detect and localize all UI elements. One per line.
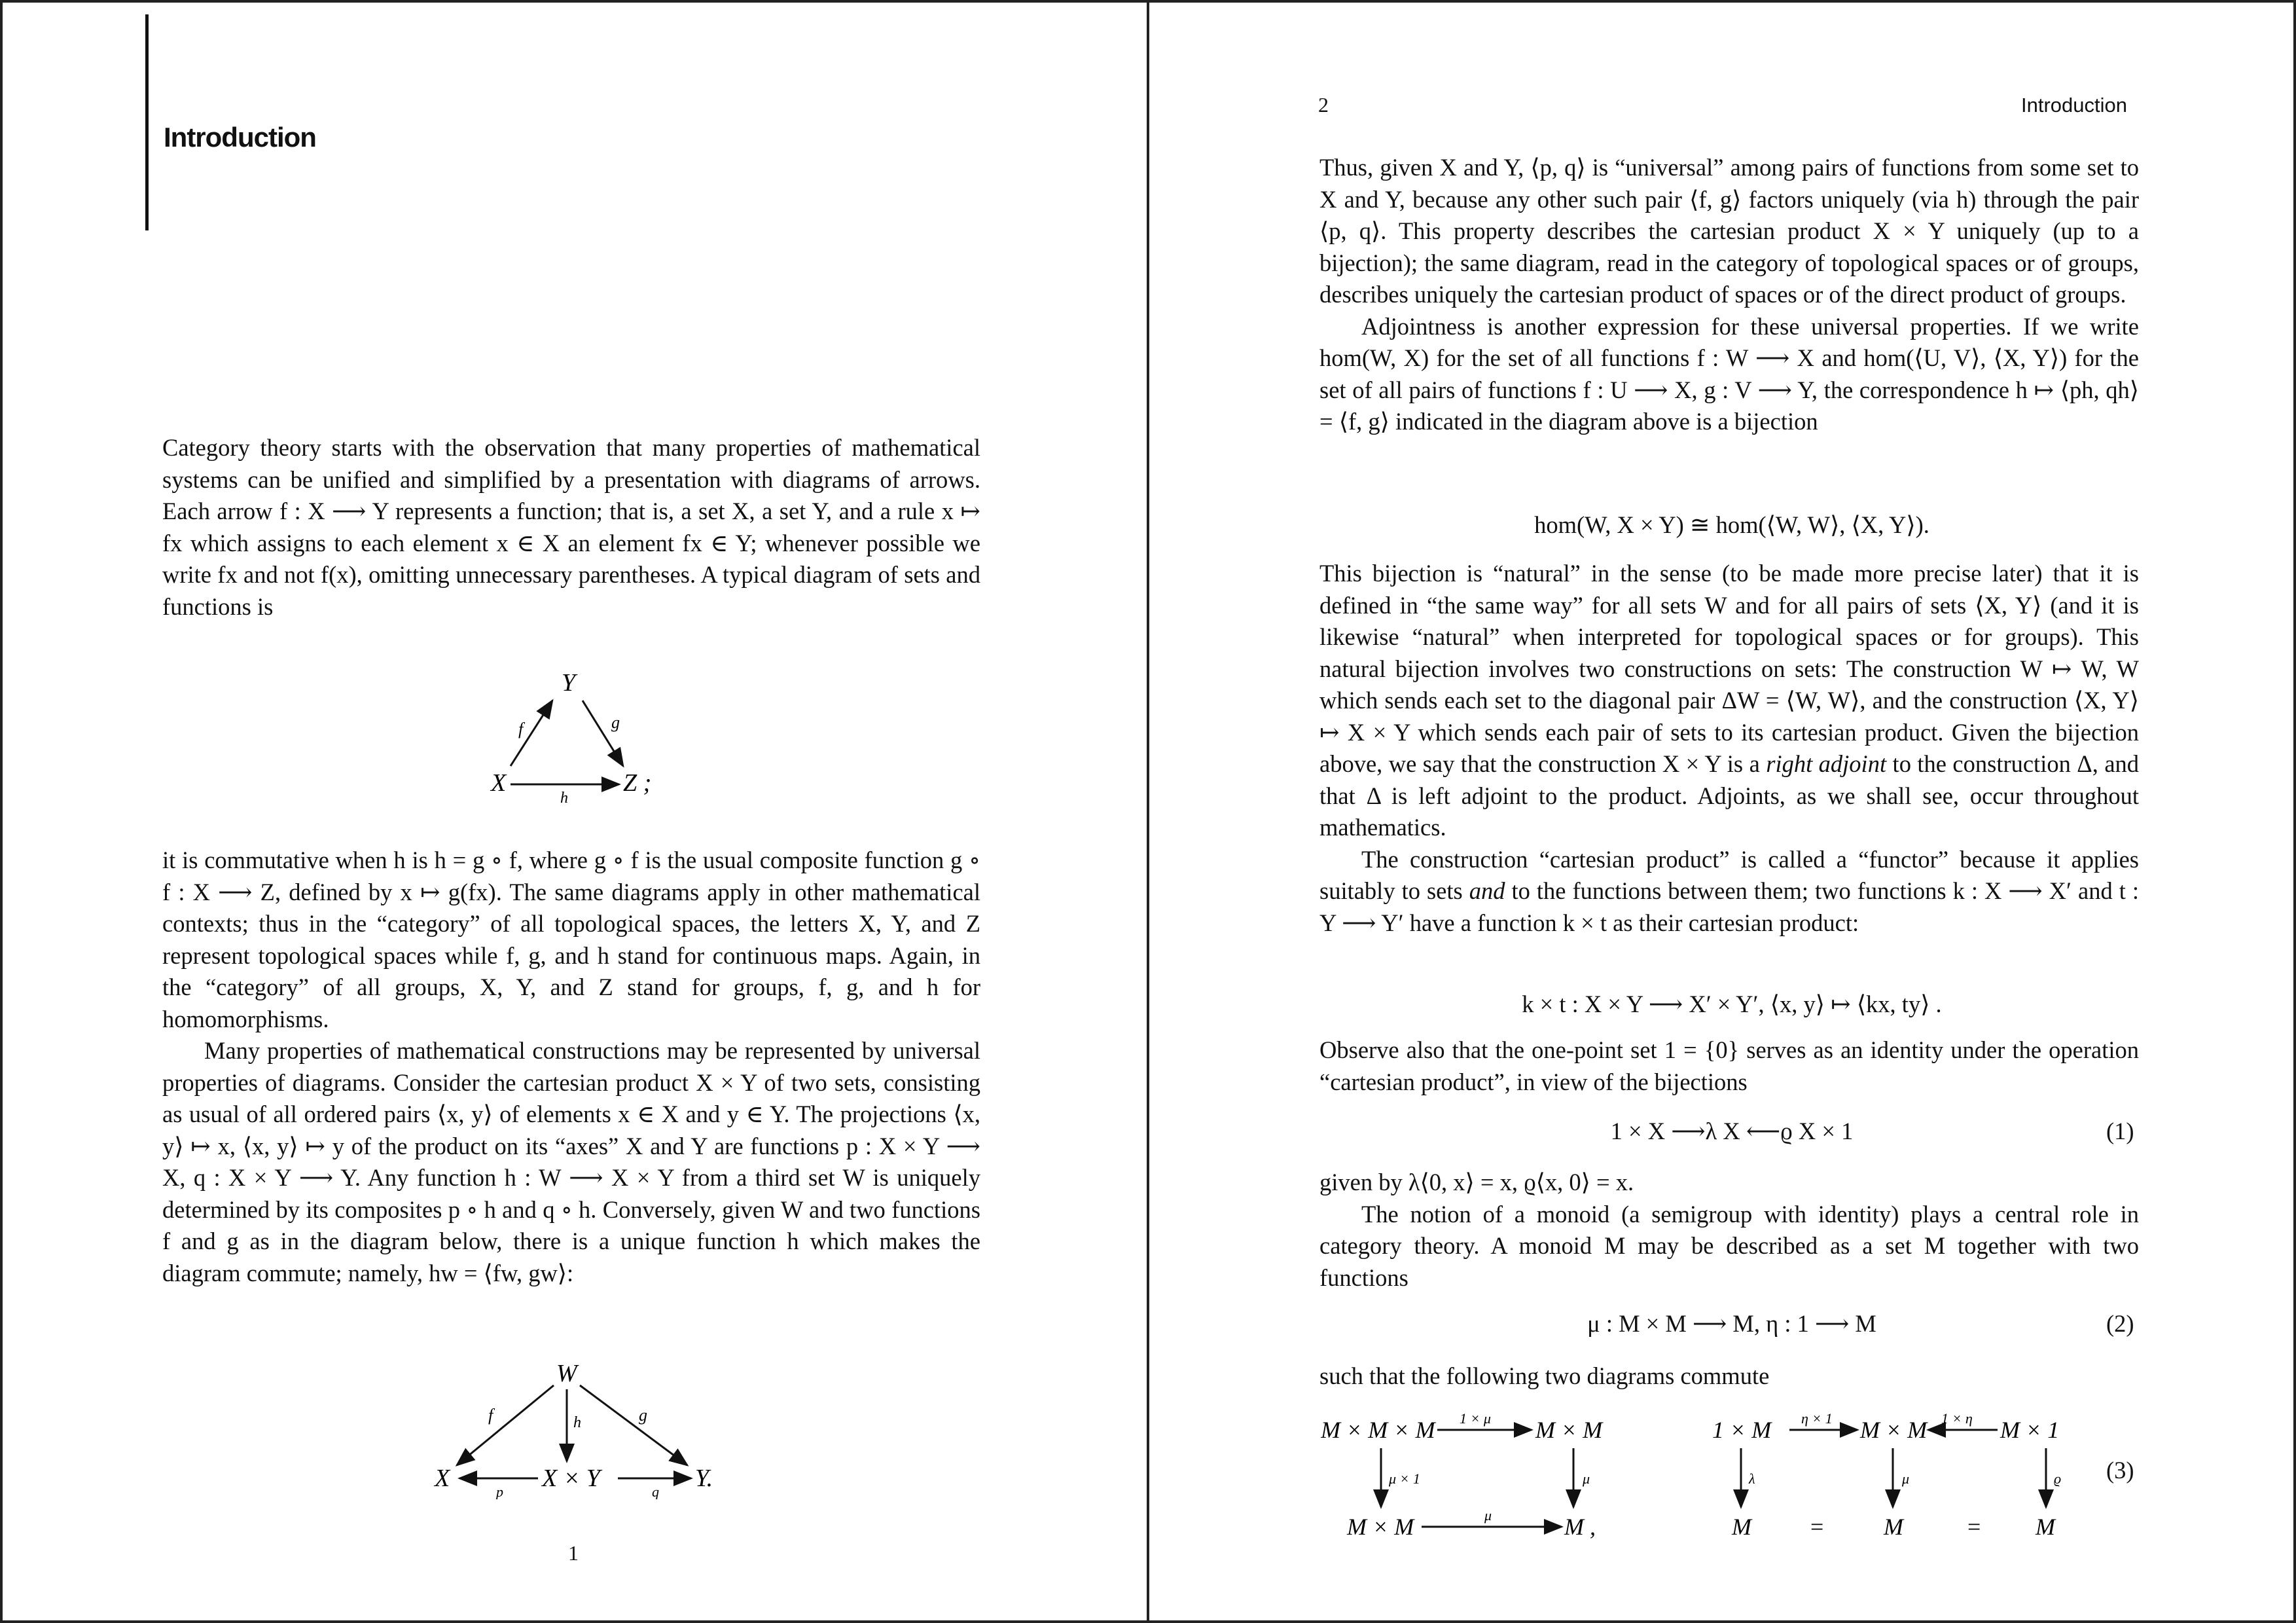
- diag2-label-f: f: [488, 1406, 493, 1425]
- equation-1-number: (1): [2106, 1118, 2134, 1144]
- diag2-label-g: g: [639, 1406, 647, 1425]
- right-paragraphs-middle: This bijection is “natural” in the sense (to be made more precise later) that it is defined in “the same way” for all sets W and for all pairs of sets ⟨X, Y⟩ (and it is likewise “natural” when interpreted for topological spaces or for groups). This natural bijection involves two constructions on sets: The construction W ↦ W, W which sends each set to the diagonal pair ΔW = ⟨W, W⟩, and the construction ⟨X, Y⟩ ↦ X × Y which sends each pair of sets to its cartesian product. Given the bijection above, we say that the construction X × Y is a right adjoint to the construction Δ, and that Δ is left adjoint to the product. Adjoints, as we shall see, occur throughout mathematics. The construction “cartesian product” is called a “functor” because it applies suitably to sets and to the functions between them; two functions k : X ⟶ X′ and t : Y ⟶ Y′ have a function k × t as their cartesian product:: [1319, 560, 2140, 936]
- equation-product-functor: k × t : X × Y ⟶ X′ × Y′, ⟨x, y⟩ ↦ ⟨kx, ty⟩ .: [1522, 991, 1942, 1017]
- running-head: Introduction: [2021, 94, 2127, 117]
- diag1-X: X: [491, 769, 507, 797]
- triangle-diagram: [471, 661, 733, 805]
- d3b-bottom-left: M: [1732, 1514, 1751, 1540]
- right-page: [1149, 0, 2296, 1623]
- diag1-label-h: h: [560, 790, 568, 805]
- chapter-margin-bar: [145, 14, 149, 230]
- d3a-label-top: 1 × μ: [1460, 1410, 1491, 1427]
- equation-1: 1 × X ⟶λ X ⟵ϱ X × 1: [1610, 1118, 1854, 1144]
- diag1-Z: Z ;: [623, 769, 652, 797]
- d3b-bottom-middle: M: [1884, 1514, 1903, 1540]
- equation-2: μ : M × M ⟶ M, η : 1 ⟶ M: [1587, 1310, 1876, 1337]
- diag2-XY: X × Y: [542, 1465, 600, 1492]
- diag2-label-q: q: [652, 1484, 659, 1499]
- d3b-label-middle: μ: [1902, 1470, 1910, 1487]
- d3b-equals-2: =: [1967, 1514, 1981, 1540]
- left-page-number: 1: [568, 1541, 579, 1565]
- diag2-Y: Y.: [695, 1465, 713, 1492]
- right-paragraph-identity: Observe also that the one-point set 1 = {0} serves as an identity under the operation “cartesian product”, in view of the bijections: [1319, 1036, 2139, 1095]
- right-page-number: 2: [1318, 93, 1329, 117]
- d3b-equals-1: =: [1810, 1514, 1824, 1540]
- left-paragraph-1: Category theory starts with the observation that many properties of mathematical systems can be unified and simplified by a presentation with diagrams of arrows. Each arrow f : X ⟶ Y represents a function; that is, a set X, a set Y, and a rule x ↦ fx which assigns to each element x ∈ X an element fx ∈ Y; whenever possible we write fx and not f(x), omitting unnecessary parentheses. A typical diagram of sets and functions is: [162, 434, 980, 620]
- diag2-label-h: h: [573, 1414, 581, 1431]
- d3b-label-top1: η × 1: [1801, 1410, 1833, 1427]
- equation-hom-bijection: hom(W, X × Y) ≅ hom(⟨W, W⟩, ⟨X, Y⟩).: [1534, 511, 1929, 538]
- d3a-label-bottom: μ: [1484, 1507, 1492, 1523]
- diag2-X: X: [435, 1465, 450, 1492]
- chapter-title: Introduction: [164, 122, 316, 153]
- right-paragraphs-top: Thus, given X and Y, ⟨p, q⟩ is “universal” among pairs of functions from some set to X and Y, because any other such pair ⟨f, g⟩ factors uniquely (via h) through the pair ⟨p, q⟩. This property describes the cartesian product X × Y uniquely (up to a bijection); the same diagram, read in the category of topological spaces or of groups, describes uniquely the cartesian product of spaces or of the direct product of groups. Adjointness is another expression for these universal properties. If we write hom(W, X) for the set of all functions f : W ⟶ X and hom(⟨U, V⟩, ⟨X, Y⟩) for the set of all pairs of functions f : U ⟶ X, g : V ⟶ Y, the correspondence h ↦ ⟨ph, qh⟩ = ⟨f, g⟩ indicated in the diagram above is a bijection: [1319, 154, 2139, 435]
- diag1-label-g: g: [611, 713, 620, 732]
- d3b-top-right: M × 1: [2000, 1417, 2060, 1443]
- diag2-arrow-g: [580, 1385, 687, 1465]
- d3b-bottom-right: M: [2036, 1514, 2055, 1540]
- d3b-label-right: ϱ: [2054, 1470, 2062, 1487]
- equation-3-number: (3): [2106, 1457, 2134, 1484]
- d3b-top-left: 1 × M: [1712, 1417, 1772, 1443]
- equation-2-number: (2): [2106, 1310, 2134, 1337]
- d3a-top-right: M × M: [1535, 1417, 1603, 1443]
- diag1-arrow-f: [511, 701, 552, 766]
- right-paragraph-monoid: given by λ⟨0, x⟩ = x, ϱ⟨x, 0⟩ = x. The notion of a monoid (a semigroup with identity) plays a central role in category theory. A monoid M may be described as a set M together with two functions: [1319, 1169, 2139, 1291]
- d3a-top-left: M × M × M: [1321, 1417, 1435, 1443]
- product-diagram: [425, 1355, 740, 1499]
- d3b-top-middle: M × M: [1860, 1417, 1928, 1443]
- diag1-label-f: f: [518, 720, 524, 739]
- right-paragraph-commute: such that the following two diagrams commute: [1319, 1362, 1770, 1389]
- left-paragraph-2: it is commutative when h is h = g ∘ f, where g ∘ f is the usual composite function g ∘ f : X ⟶ Z, defined by x ↦ g(fx). The same diagrams apply in other mathematical contexts; thus in the “category” of all topological spaces, the letters X, Y, and Z represent topological spaces while f, g, and h stand for continuous maps. Again, in the “category” of all groups, X, Y, and Z stand for groups, f, g, and h for homomorphisms. Many properties of mathematical constructions may be represented by universal properties of diagrams. Consider the cartesian product X × Y of two sets, consisting as usual of all ordered pairs ⟨x, y⟩ of elements x ∈ X and y ∈ Y. The projections ⟨x, y⟩ ↦ x, ⟨x, y⟩ ↦ y of the product on its “axes” X and Y are functions p : X × Y ⟶ X, q : X × Y ⟶ Y. Any function h : W ⟶ X × Y from a third set W is uniquely determined by its composites p ∘ h and q ∘ h. Conversely, given W and two functions f and g as in the diagram below, there is a unique function h which makes the diagram commute; namely, hw = ⟨fw, gw⟩:: [162, 847, 980, 1286]
- d3a-label-right: μ: [1583, 1470, 1590, 1487]
- d3a-bottom-right: M ,: [1564, 1514, 1596, 1540]
- d3b-label-top2: 1 × η: [1941, 1410, 1973, 1427]
- diag2-label-p: p: [496, 1484, 503, 1499]
- associativity-diagram: [1321, 1408, 1661, 1545]
- d3a-bottom-left: M × M: [1347, 1514, 1414, 1540]
- diag1-arrow-g: [583, 701, 623, 766]
- d3a-label-left: μ × 1: [1389, 1470, 1420, 1487]
- diag2-W: W: [556, 1360, 577, 1387]
- d3b-label-left: λ: [1749, 1470, 1755, 1487]
- unit-law-diagram: [1712, 1408, 2079, 1545]
- diag2-arrow-f: [457, 1385, 554, 1465]
- diag1-Y: Y: [562, 669, 576, 697]
